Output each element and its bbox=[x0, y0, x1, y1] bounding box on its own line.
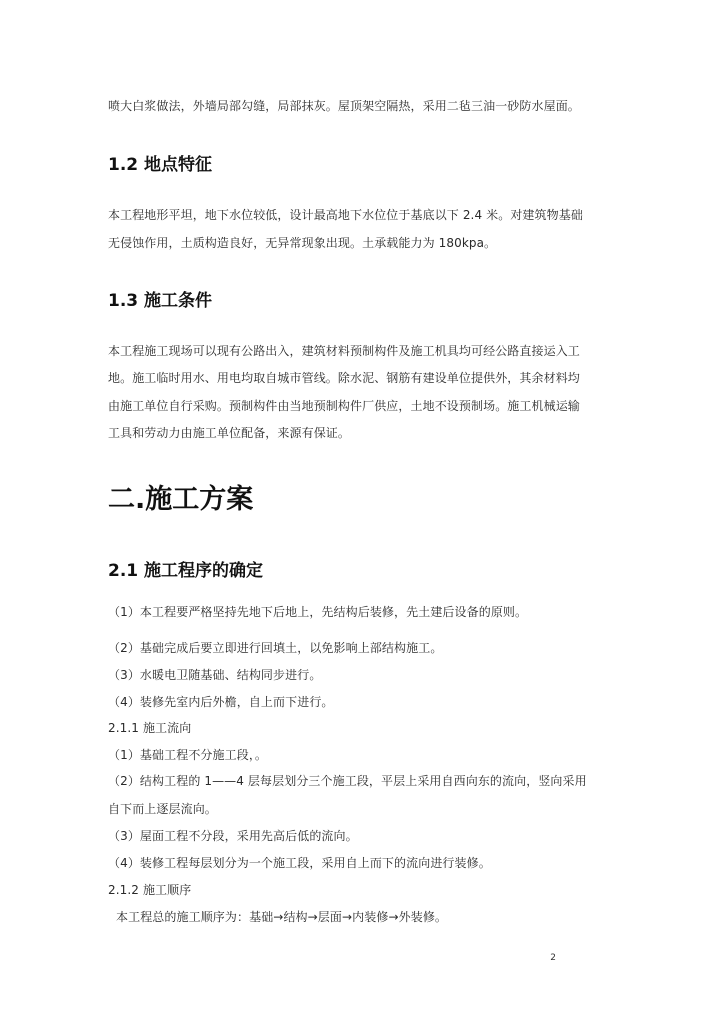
list-item: （3）屋面工程不分段，采用先高后低的流向。 bbox=[108, 829, 358, 843]
heading-2-1: 2.1 施工程序的确定 bbox=[108, 561, 264, 581]
list-item: （4）装修工程每层划分为一个施工段，采用自上而下的流向进行装修。 bbox=[108, 856, 491, 870]
chapter-heading-2: 二.施工方案 bbox=[108, 484, 254, 515]
paragraph-line: 地。施工临时用水、用电均取自城市管线。除水泥、钢筋有建设单位提供外，其余材料均 bbox=[108, 371, 580, 385]
list-item: （3）水暖电卫随基础、结构同步进行。 bbox=[108, 668, 322, 682]
list-item: （4）装修先室内后外檐，自上而下进行。 bbox=[108, 695, 334, 709]
paragraph-line: 工具和劳动力由施工单位配备，来源有保证。 bbox=[108, 426, 351, 440]
paragraph-intro-tail: 喷大白浆做法，外墙局部勾缝，局部抹灰。屋顶架空隔热，采用二毡三油一砂防水屋面。 bbox=[108, 99, 580, 113]
list-item: （1）本工程要严格坚持先地下后地上，先结构后装修，先土建后设备的原则。 bbox=[108, 605, 528, 619]
paragraph-line: 本工程地形平坦，地下水位较低，设计最高地下水位位于基底以下 2.4 米。对建筑物基础 bbox=[108, 208, 583, 222]
paragraph-line: 本工程总的施工顺序为：基础→结构→层面→内装修→外装修。 bbox=[116, 910, 448, 924]
heading-1-2: 1.2 地点特征 bbox=[108, 155, 213, 175]
list-item: （2）基础完成后要立即进行回填土，以免影响上部结构施工。 bbox=[108, 641, 443, 655]
paragraph-line: 由施工单位自行采购。预制构件由当地预制构件厂供应，土地不设预制场。施工机械运输 bbox=[108, 399, 580, 413]
paragraph-line: 无侵蚀作用，土质构造良好，无异常现象出现。土承载能力为 180kpa。 bbox=[108, 236, 497, 250]
heading-2-1-2: 2.1.2 施工顺序 bbox=[108, 883, 192, 897]
list-item: （1）基础工程不分施工段，。 bbox=[108, 748, 268, 762]
heading-2-1-1: 2.1.1 施工流向 bbox=[108, 721, 192, 735]
paragraph-line: 本工程施工现场可以现有公路出入，建筑材料预制构件及施工机具均可经公路直接运入工 bbox=[108, 344, 580, 358]
list-item: （2）结构工程的 1——4 层每层划分三个施工段，平层上采用自西向东的流向，竖向采用 bbox=[108, 774, 587, 788]
list-item: 自下而上逐层流向。 bbox=[108, 802, 217, 816]
page-number: 2 bbox=[550, 953, 556, 963]
heading-1-3: 1.3 施工条件 bbox=[108, 291, 213, 311]
